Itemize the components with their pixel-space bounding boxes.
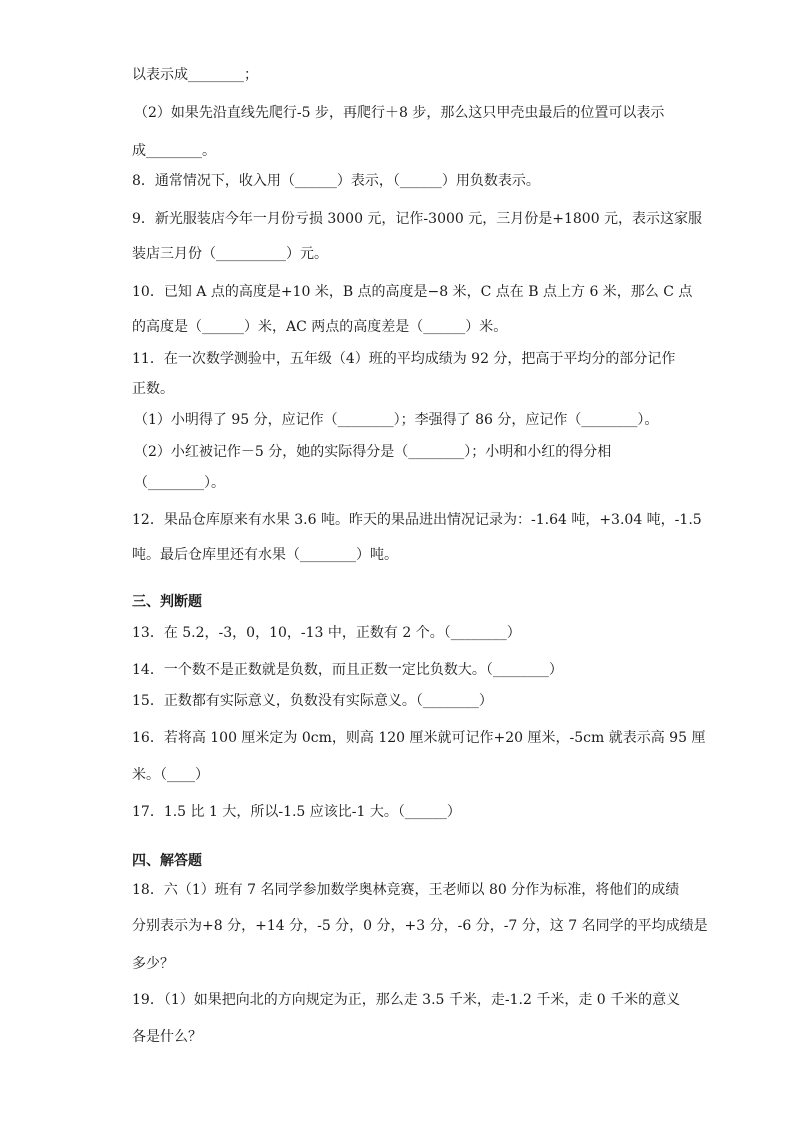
question-8: 8．通常情况下，收入用（______）表示，（______）用负数表示。 xyxy=(132,173,540,189)
text-line: 各是什么？ xyxy=(132,1029,202,1045)
text-line: 以表示成________； xyxy=(132,67,258,83)
question-12: 12．果品仓库原来有水果 3.6 吨。昨天的果品进出情况记录为：-1.64 吨，+3.04 吨，-1.5 xyxy=(132,512,702,528)
question-15: 15．正数都有实际意义，负数没有实际意义。（________） xyxy=(132,693,493,709)
text-line: （2）如果先沿直线先爬行-5 步，再爬行＋8 步，那么这只甲壳虫最后的位置可以表示 xyxy=(134,105,665,121)
section-heading-judgement: 三、判断题 xyxy=(132,594,202,610)
text-line: 吨。最后仓库里还有水果（________）吨。 xyxy=(132,547,398,563)
text-line: 米。（____） xyxy=(132,767,209,783)
text-line: 的高度是（______）米，AC 两点的高度差是（______）米。 xyxy=(132,319,508,335)
question-17: 17．1.5 比 1 大，所以-1.5 应该比-1 大。（______） xyxy=(132,804,461,820)
text-line: （2）小红被记作－5 分，她的实际得分是（________）；小明和小红的得分相 xyxy=(134,444,612,460)
question-14: 14．一个数不是正数就是负数，而且正数一定比负数大。（________） xyxy=(132,662,563,678)
question-9: 9．新光服装店今年一月份亏损 3000 元，记作-3000 元，三月份是+1800 元，表示这家服 xyxy=(132,211,703,227)
text-line: 多少？ xyxy=(132,956,174,972)
question-13: 13．在 5.2，-3，0，10，-13 中，正数有 2 个。（________） xyxy=(132,625,521,641)
section-heading-answer: 四、解答题 xyxy=(132,853,202,869)
text-line: （1）小明得了 95 分，应记作（________）；李强得了 86 分，应记作（________）。 xyxy=(134,412,659,428)
text-line: （________）。 xyxy=(134,475,225,491)
question-18: 18．六（1）班有 7 名同学参加数学奥林竞赛，王老师以 80 分作为标准，将他们的成绩 xyxy=(132,882,680,898)
question-19: 19．（1）如果把向北的方向规定为正，那么走 3.5 千米，走-1.2 千米，走 0 千米的意义 xyxy=(132,992,681,1008)
question-11: 11．在一次数学测验中，五年级（4）班的平均成绩为 92 分，把高于平均分的部分记作 xyxy=(132,351,676,367)
text-line: 成________。 xyxy=(132,143,216,159)
text-line: 正数。 xyxy=(132,381,174,397)
text-line: 分别表示为+8 分，+14 分，-5 分，0 分，+3 分，-6 分，-7 分，这 7 名同学的平均成绩是 xyxy=(132,918,708,934)
question-10: 10．已知 A 点的高度是+10 米，B 点的高度是−8 米，C 点在 B 点上方 6 米，那么 C 点 xyxy=(132,284,693,300)
text-line: 装店三月份（__________）元。 xyxy=(132,246,328,262)
question-16: 16．若将高 100 厘米定为 0cm，则高 120 厘米就可记作+20 厘米，-5cm 就表示高 95 厘 xyxy=(132,730,706,746)
